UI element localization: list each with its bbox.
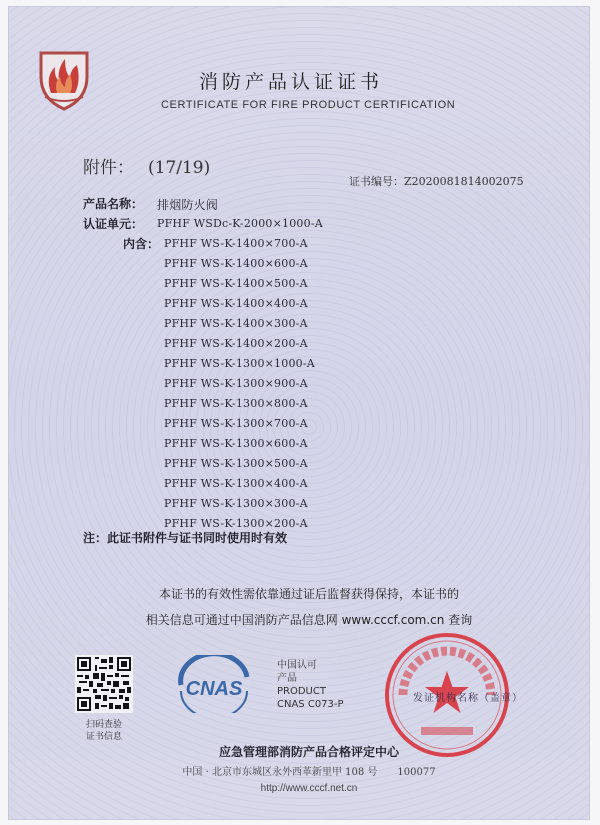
qr-code-icon[interactable] <box>75 655 133 713</box>
annex-number: (17/19) <box>148 158 211 178</box>
validity-text-line2: 相关信息可通过中国消防产品信息网 www.cccf.com.cn 查询 <box>145 613 473 627</box>
model-item: PFHF WS-K-1300×300-A <box>164 497 308 510</box>
certificate-title-en: CERTIFICATE FOR FIRE PRODUCT CERTIFICATION <box>161 99 456 111</box>
cnas-line3: PRODUCT <box>277 686 326 697</box>
issuing-agency-signature-label: 发证机构名称（盖章） <box>413 693 523 704</box>
cnas-logo-text: CNAS <box>185 678 243 700</box>
issuer-name: 应急管理部消防产品合格评定中心 <box>218 745 399 759</box>
model-item: PFHF WS-K-1400×500-A <box>164 277 308 290</box>
qr-caption-line1: 扫码查验 <box>85 720 122 730</box>
model-item: PFHF WS-K-1400×400-A <box>164 297 308 310</box>
annex-line <box>83 153 210 178</box>
issuer-address: 中国 · 北京市东城区永外西革新里甲 108 号 100077 <box>182 767 436 778</box>
annex-validity-note: 注：此证书附件与证书同时使用时有效 <box>83 531 288 545</box>
model-item: PFHF WS-K-1300×1000-A <box>164 357 315 370</box>
cert-unit-value: PFHF WSDc-K-2000×1000-A <box>157 217 323 230</box>
cnas-accreditation-logo <box>169 655 259 713</box>
model-item: PFHF WS-K-1300×600-A <box>164 437 308 450</box>
issuer-website-link[interactable]: http://www.cccf.net.cn <box>260 783 358 794</box>
fire-certification-emblem-icon <box>37 47 91 111</box>
model-item: PFHF WS-K-1400×200-A <box>164 337 308 350</box>
cert-unit-label: 认证单元： <box>83 217 144 231</box>
model-item: PFHF WS-K-1300×400-A <box>164 477 308 490</box>
product-name-value: 排烟防火阀 <box>157 198 219 212</box>
qr-caption <box>75 719 133 743</box>
model-item: PFHF WS-K-1300×200-A <box>164 517 308 530</box>
cnas-line4: CNAS C073-P <box>277 699 344 710</box>
validity-text-line1: 本证书的有效性需依靠通过证后监督获得保持，本证书的 <box>158 587 459 601</box>
model-item: PFHF WS-K-1300×800-A <box>164 397 308 410</box>
model-item: PFHF WS-K-1300×500-A <box>164 457 308 470</box>
contains-label: 内含： <box>123 237 160 251</box>
model-item: PFHF WS-K-1400×600-A <box>164 257 308 270</box>
model-item: PFHF WS-K-1400×700-A <box>164 237 308 250</box>
model-item: PFHF WS-K-1400×300-A <box>164 317 308 330</box>
certificate-title-cn: 消防产品认证证书 <box>199 71 384 93</box>
cnas-text-block <box>277 659 344 711</box>
qr-caption-line2: 证书信息 <box>85 732 122 742</box>
model-item: PFHF WS-K-1300×900-A <box>164 377 308 390</box>
certificate-sheet <box>8 6 590 820</box>
product-name-label: 产品名称： <box>83 197 144 211</box>
certificate-number: 证书编号：Z2020081814002075 <box>349 175 524 188</box>
model-item: PFHF WS-K-1300×700-A <box>164 417 308 430</box>
cnas-line2: 产品 <box>277 673 297 684</box>
cnas-line1: 中国认可 <box>277 660 317 671</box>
annex-label: 附件： <box>83 158 134 178</box>
